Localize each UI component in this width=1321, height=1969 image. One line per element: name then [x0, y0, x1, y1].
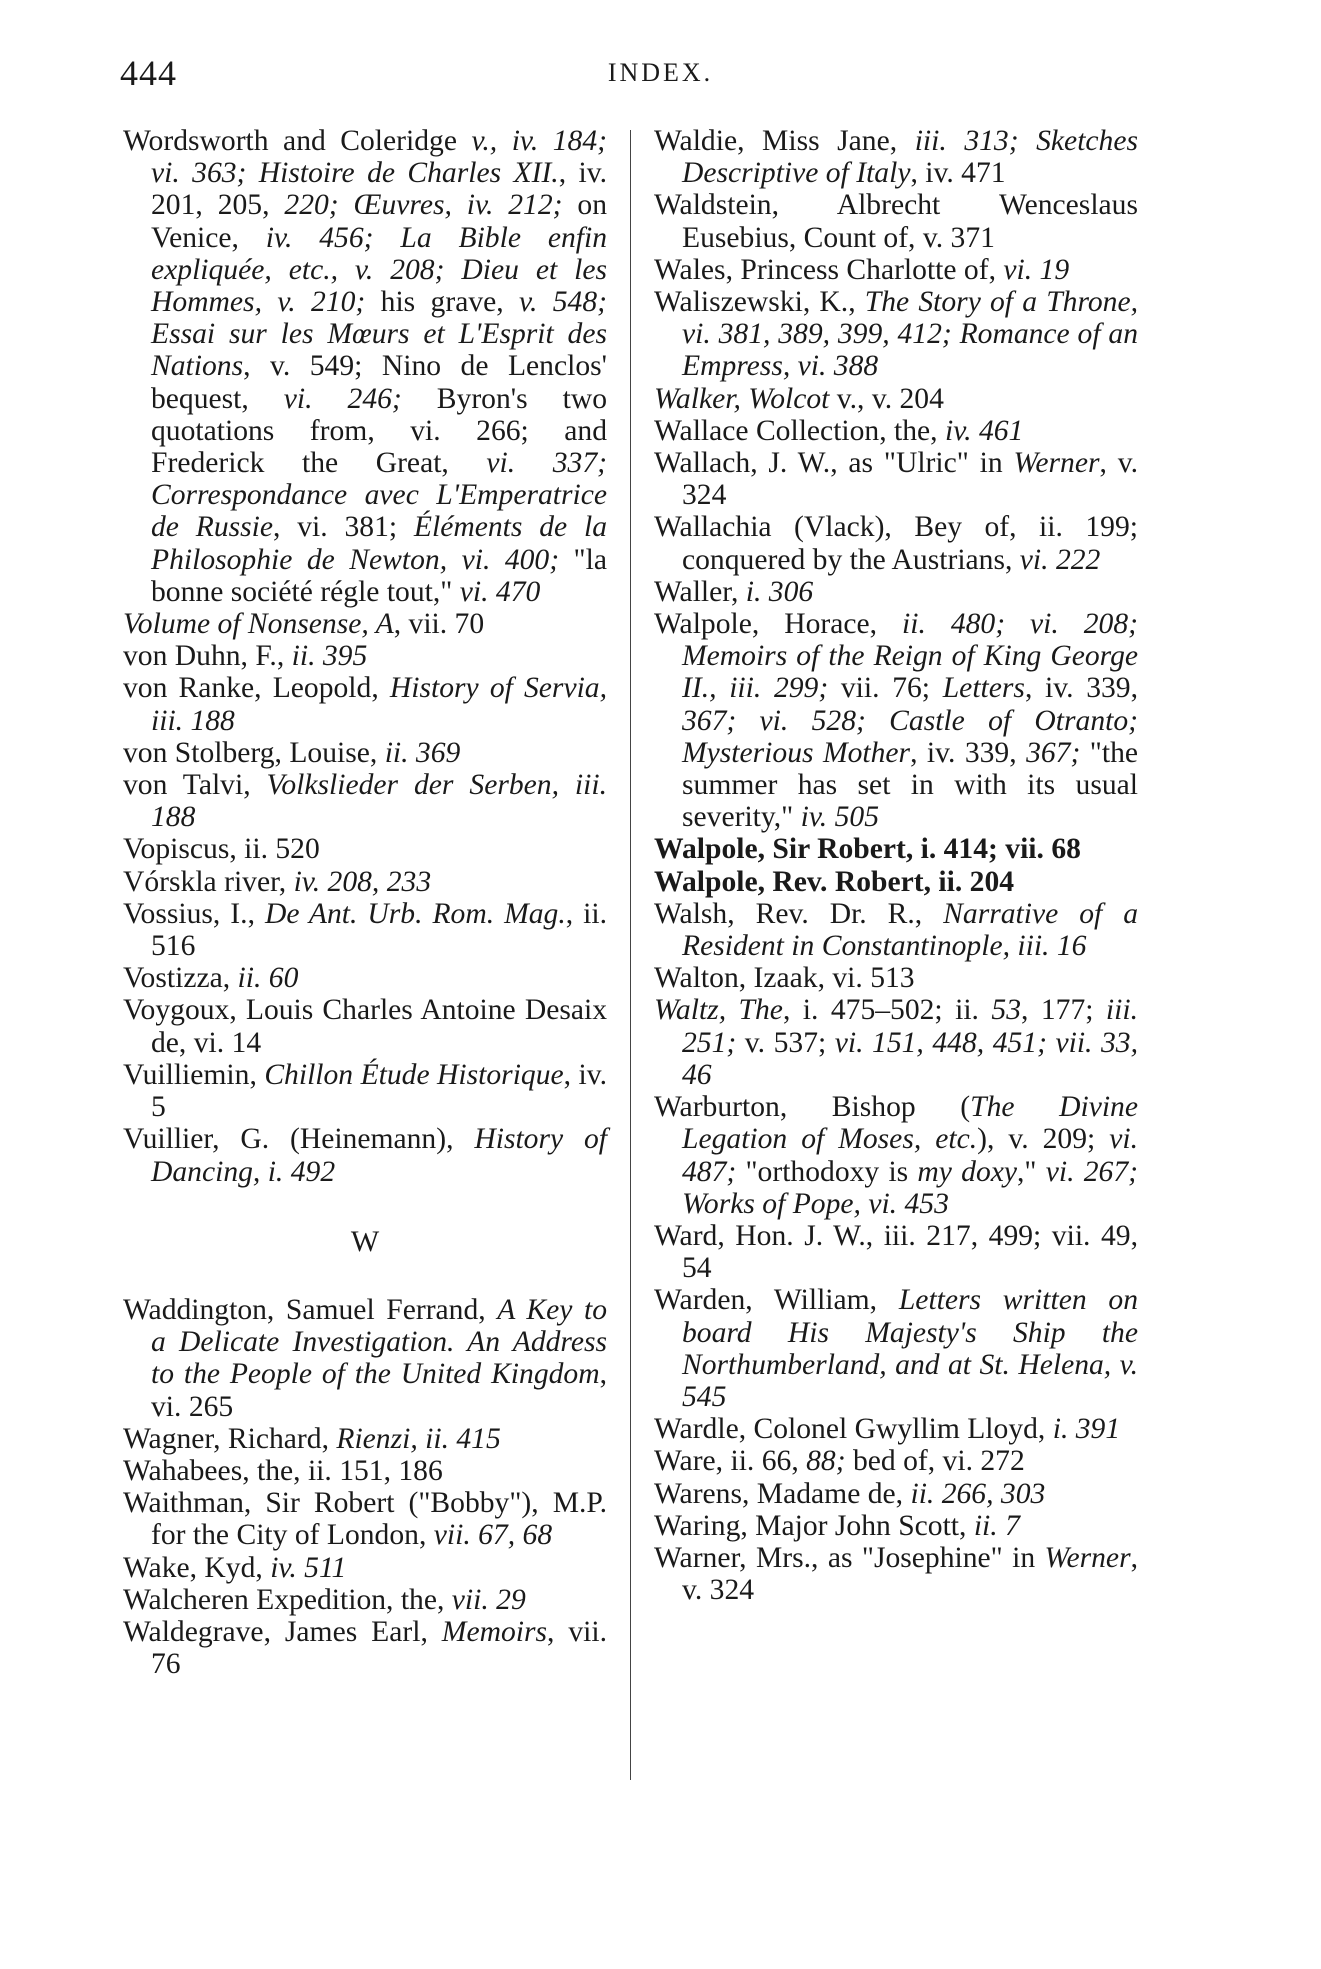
entry-text: , iv. 339,	[1024, 672, 1138, 705]
index-column-left	[123, 125, 607, 1680]
entry-text: , iv. 201, 205,	[151, 157, 607, 222]
entry-text: Werner	[1044, 1541, 1131, 1574]
entry-text: Byron's two quotations from, vi. 266; and Frederick the Great,	[151, 382, 607, 480]
index-entry	[654, 1284, 1138, 1413]
entry-text: von Stolberg, Louise,	[123, 736, 385, 769]
entry-text: iii. 251;	[682, 994, 1138, 1059]
entry-text: Waltz, The	[654, 994, 783, 1027]
index-entry	[654, 1478, 1138, 1510]
index-entry	[654, 1445, 1138, 1477]
entry-text: Waldstein, Albrecht Wenceslaus Eusebius, Count of, v. 371	[654, 189, 1138, 254]
entry-text: ,"	[1017, 1155, 1046, 1188]
entry-text: , vi. 265	[151, 1358, 607, 1423]
entry-text: De Ant. Urb. Rom. Mag.	[264, 897, 566, 930]
index-entry	[654, 866, 1138, 898]
entry-text: vii. 67, 68	[433, 1519, 553, 1552]
entry-text: , iv. 339,	[910, 736, 1027, 769]
column-divider	[630, 130, 631, 1780]
entry-text: iv. 208, 233	[293, 865, 432, 898]
entry-text: , 177;	[1021, 994, 1106, 1027]
entry-text: "la bonne société régle tout,"	[151, 543, 607, 608]
index-entry	[654, 511, 1138, 575]
index-entry	[654, 1091, 1138, 1220]
entry-text: Wallach, J. W., as "Ulric" in	[654, 447, 1014, 480]
entry-text: Wallace Collection, the,	[654, 414, 945, 447]
entry-text: Voygoux, Louis Charles Antoine Desaix de, vi. 14	[123, 994, 607, 1059]
entry-text: Vórskla river,	[123, 865, 294, 898]
entry-text: Warburton, Bishop (	[654, 1091, 971, 1124]
entry-text: , v. 324	[682, 447, 1138, 512]
entry-text: v. 537;	[736, 1026, 835, 1059]
entry-text: "the summer has set in with its usual severity,"	[682, 736, 1138, 834]
entry-text: Wake, Kyd,	[123, 1551, 271, 1584]
index-entry	[654, 415, 1138, 447]
entry-text: bed of, vi. 272	[845, 1445, 1025, 1478]
index-entry	[123, 1455, 607, 1487]
index-entry	[123, 1294, 607, 1423]
index-entry	[654, 608, 1138, 833]
entry-text: ii. 60	[237, 962, 299, 995]
entry-text: Waddington, Samuel Ferrand,	[123, 1293, 498, 1326]
index-entry	[654, 1542, 1138, 1606]
entry-text: , vii. 76	[151, 1615, 607, 1681]
entry-text: Waithman, Sir Robert ("Bobby"), M.P. for the City of London,	[123, 1487, 607, 1552]
entry-text: 367;	[1026, 736, 1081, 769]
index-entry	[123, 962, 607, 994]
entry-text: Memoirs	[441, 1615, 548, 1648]
entry-text: , vii. 70	[393, 608, 485, 641]
entry-text: , iv. 471	[910, 157, 1006, 190]
index-entry	[123, 866, 607, 898]
entry-text: Wardle, Colonel Gwyllim Lloyd,	[654, 1413, 1053, 1446]
entry-text: Wallachia (Vlack), Bey of, ii. 199; conquered by the Austrians,	[654, 511, 1138, 576]
entry-text: on Venice,	[151, 189, 607, 254]
entry-text: Vostizza,	[123, 962, 238, 995]
entry-text: Waldie, Miss Jane,	[654, 125, 915, 157]
entry-text: Walpole, Horace,	[654, 608, 903, 641]
entry-text: Wordsworth and Coleridge	[123, 125, 472, 157]
entry-text: , ii. 516	[151, 897, 607, 963]
index-entry	[654, 898, 1138, 962]
entry-text: Letters written on board His Majesty's Ship the Northumberland, and at St. Helena, v. 545	[682, 1284, 1138, 1413]
index-entry	[654, 1413, 1138, 1445]
entry-text: Walsh, Rev. Dr. R.,	[654, 897, 944, 930]
index-entry	[123, 898, 607, 962]
running-head: INDEX.	[607, 58, 714, 87]
entry-text: my doxy	[917, 1155, 1018, 1188]
entry-text: The Divine Legation of Moses, etc.	[682, 1091, 1138, 1156]
index-entry	[123, 1059, 607, 1123]
entry-text: Waller,	[654, 575, 746, 608]
entry-text: , v. 549; Nino de Lenclos' bequest,	[151, 350, 607, 415]
entry-text: iv. 456; La Bible enfin expliquée, etc., v. 208; Dieu et les Hommes, v. 210;	[151, 221, 608, 319]
entry-text: vii. 29	[451, 1583, 526, 1616]
entry-text: Waliszewski, K.,	[654, 286, 865, 319]
entry-text: "orthodoxy is	[736, 1155, 918, 1188]
index-entry	[123, 833, 607, 865]
index-entry	[123, 1487, 607, 1551]
entry-text: Werner	[1013, 447, 1100, 480]
index-column-right	[654, 125, 1138, 1606]
index-entry	[654, 994, 1138, 1091]
entry-text: Letters	[942, 672, 1025, 705]
entry-text: iv. 511	[270, 1551, 347, 1584]
entry-text: ii. 395	[291, 640, 368, 673]
index-entry	[654, 189, 1138, 253]
entry-text: 367; vi. 528; Castle of Otranto; Mysterious Mother	[682, 704, 1138, 769]
entry-text: , v. 324	[682, 1541, 1138, 1607]
entry-text: vi. 222	[1019, 543, 1101, 576]
entry-text: Wagner, Richard,	[123, 1422, 337, 1455]
entry-text: , i. 475–502; ii.	[782, 994, 992, 1027]
entry-text: Volume of Nonsense, A	[123, 608, 394, 641]
entry-text: vi. 470	[459, 575, 541, 608]
entry-text: vi. 487;	[682, 1123, 1138, 1188]
index-entry	[654, 962, 1138, 994]
entry-text: vi. 151, 448, 451; vii. 33, 46	[682, 1026, 1138, 1091]
entry-text: 220; Œuvres, iv. 212;	[284, 189, 563, 222]
entry-text: vi. 19	[1003, 253, 1070, 286]
section-letter: W	[350, 1224, 380, 1258]
entry-text: vi. 267; Works of Pope, vi. 453	[682, 1155, 1138, 1220]
entry-text: Chillon Étude Historique	[264, 1058, 564, 1091]
entry-text: Volkslieder der Serben, iii. 188	[151, 769, 607, 834]
entry-text: Walker, Wolcot	[654, 382, 830, 415]
entry-text: Walpole, Rev. Robert, ii. 204	[654, 865, 1015, 898]
entry-text: v. 548; Essai sur les Mœurs et L'Esprit des Nations	[151, 286, 607, 383]
entry-text: v., v. 204	[829, 382, 944, 415]
index-entry	[123, 737, 607, 769]
entry-text: von Talvi,	[123, 769, 267, 802]
entry-text: , iv. 5	[151, 1058, 608, 1124]
entry-text: Ware, ii. 66,	[654, 1445, 807, 1478]
entry-text: ii. 369	[384, 736, 461, 769]
entry-text: iii. 313; Sketches Descriptive of Italy	[682, 125, 1139, 190]
index-entry	[654, 833, 1138, 865]
entry-text: i. 306	[745, 575, 814, 608]
entry-text: Narrative of a Resident in Constantinople, iii. 16	[682, 897, 1138, 963]
index-entry	[123, 994, 607, 1058]
entry-text: Walton, Izaak, vi. 513	[654, 962, 915, 995]
index-entry	[654, 383, 1138, 415]
index-entry	[123, 1616, 607, 1680]
index-entry	[123, 1123, 607, 1187]
entry-text: Wahabees, the, ii. 151, 186	[123, 1454, 443, 1487]
index-entry	[654, 286, 1138, 383]
entry-text: 88;	[806, 1445, 846, 1478]
entry-text: Ward, Hon. J. W., iii. 217, 499; vii. 49, 54	[654, 1219, 1138, 1285]
index-entry	[654, 576, 1138, 608]
entry-text: The Story of a Throne, vi. 381, 389, 399, 412; Romance of an Empress, vi. 388	[682, 286, 1138, 383]
entry-text: Warner, Mrs., as "Josephine" in	[654, 1541, 1045, 1574]
entry-text: iv. 461	[944, 414, 1024, 447]
entry-text: Warens, Madame de,	[654, 1477, 911, 1510]
entry-text: i. 391	[1052, 1413, 1121, 1446]
entry-text: Walpole, Sir Robert, i. 414; vii. 68	[654, 833, 1081, 866]
index-entry	[654, 254, 1138, 286]
entry-text: ii. 7	[973, 1509, 1020, 1542]
index-entry	[123, 640, 607, 672]
entry-text: his grave,	[365, 286, 520, 319]
entry-text: ii. 266, 303	[910, 1477, 1046, 1510]
index-entry	[123, 608, 607, 640]
entry-text: A Key to a Delicate Investigation. An Address to the People of the United Kingdom	[151, 1293, 607, 1391]
index-entry	[123, 125, 607, 608]
entry-text: 53	[991, 994, 1021, 1027]
entry-text: Warden, William,	[654, 1284, 899, 1317]
entry-text: Walcheren Expedition, the,	[123, 1583, 452, 1616]
entry-text: ii. 480; vi. 208; Memoirs of the Reign of King George II., iii. 299;	[682, 608, 1138, 705]
index-entry	[123, 1423, 607, 1455]
entry-text: v., iv. 184; vi. 363; Histoire de Charles XII.	[151, 125, 607, 190]
index-entry	[654, 125, 1138, 189]
entry-text: History of Dancing, i. 492	[151, 1123, 607, 1188]
entry-text: , vi. 381;	[273, 511, 414, 544]
entry-text: von Ranke, Leopold,	[123, 672, 390, 705]
entry-text: Waldegrave, James Earl,	[123, 1615, 442, 1648]
entry-text: ), v. 209;	[977, 1123, 1110, 1156]
entry-text: Waring, Major John Scott,	[654, 1509, 974, 1542]
entry-text: Vuilliemin,	[123, 1058, 265, 1091]
index-entry	[123, 1552, 607, 1584]
entry-text: History of Servia, iii. 188	[151, 672, 608, 737]
entry-text: vii. 76;	[828, 672, 943, 705]
entry-text: von Duhn, F.,	[123, 640, 292, 673]
entry-text: iv. 505	[800, 801, 879, 834]
index-entry	[123, 769, 607, 833]
index-entry	[123, 1584, 607, 1616]
index-entry	[654, 1510, 1138, 1542]
index-entry	[654, 447, 1138, 511]
entry-text: vi. 337; Correspondance avec L'Emperatrice de Russie	[151, 447, 608, 544]
entry-text: vi. 246;	[283, 382, 402, 415]
index-entry	[123, 672, 607, 736]
entry-text: Vuillier, G. (Heinemann),	[123, 1123, 475, 1156]
entry-text: Éléments de la Philosophie de Newton, vi. 400;	[151, 511, 607, 576]
entry-text: Vossius, I.,	[123, 897, 265, 930]
entry-text: Rienzi, ii. 415	[336, 1422, 501, 1455]
entry-text: Vopiscus, ii. 520	[123, 833, 320, 866]
entry-text: Wales, Princess Charlotte of,	[654, 253, 1004, 286]
page-number: 444	[120, 53, 177, 93]
index-entry	[654, 1220, 1138, 1284]
